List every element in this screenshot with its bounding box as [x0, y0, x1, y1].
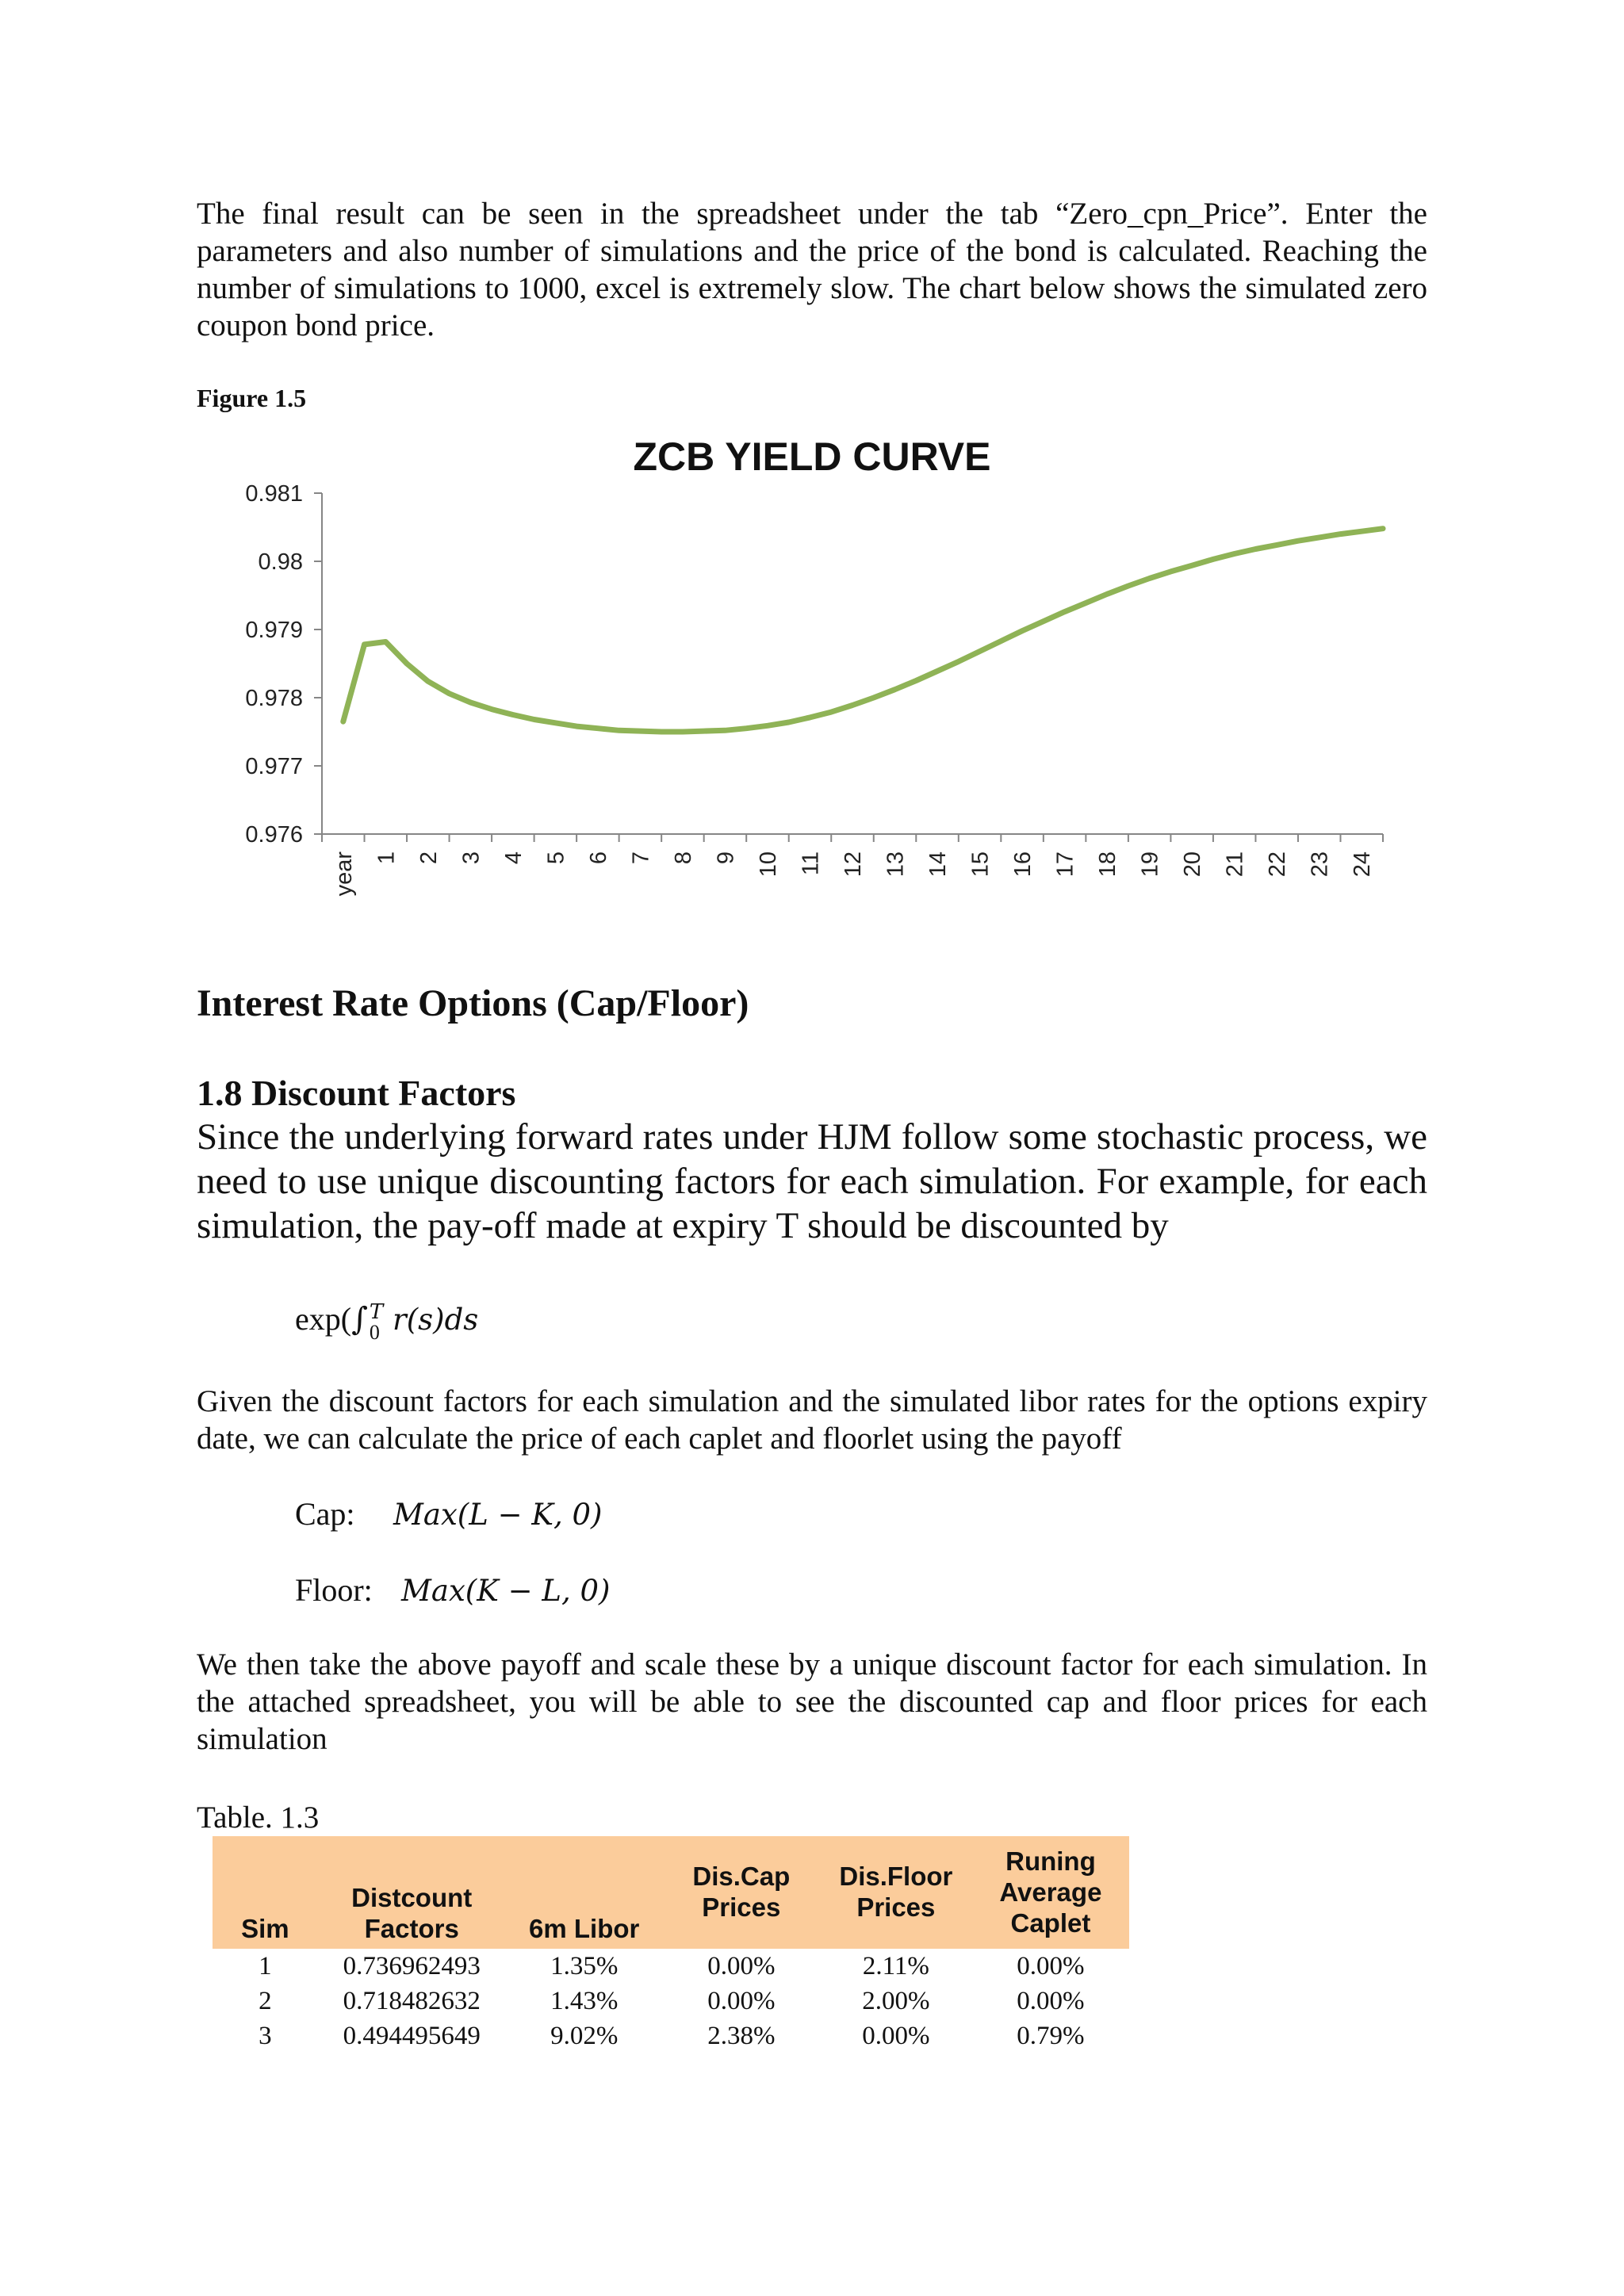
x-tick-label: 18 — [1095, 851, 1121, 878]
x-tick-label: 9 — [713, 851, 739, 865]
table-header-row — [213, 1836, 1129, 1949]
series-line — [343, 529, 1383, 732]
payoff-paragraph: Given the discount factors for each simulation and the simulated libor rates for the options expiry date, we can calculate the price of each caplet and floorlet using the payoff — [197, 1384, 1427, 1456]
header-discount-factors: Distcount Factors — [318, 1836, 506, 1949]
cell-discount-factor: 0.736962493 — [343, 1952, 481, 1980]
discount-formula — [295, 1300, 478, 1343]
simulation-table — [213, 1836, 1129, 2053]
x-tick-label: 7 — [628, 851, 654, 865]
x-tick-label: 19 — [1137, 851, 1163, 878]
x-tick-label: 2 — [416, 851, 442, 865]
floor-formula — [295, 1571, 610, 1609]
cell-discount-factor: 0.494495649 — [343, 2022, 481, 2050]
cap-formula — [295, 1495, 602, 1533]
header-sim: Sim — [213, 1836, 318, 1949]
table-row — [213, 2019, 1129, 2053]
header-running-average: Runing Average Caplet — [972, 1836, 1129, 1949]
x-tick-label: 3 — [458, 851, 485, 865]
x-tick-label: 24 — [1350, 851, 1376, 878]
x-tick-label: 14 — [925, 851, 952, 878]
x-tick-label: 1 — [373, 851, 400, 865]
floor-label: Floor: — [295, 1572, 373, 1608]
y-tick-label: 0.981 — [245, 481, 303, 507]
y-tick-label: 0.978 — [245, 686, 303, 711]
cap-expression: Max(L − K, 0) — [393, 1498, 603, 1532]
y-tick-label: 0.976 — [245, 822, 303, 848]
integral-body: r(s)ds — [383, 1303, 479, 1337]
integral-symbol: ∫ — [351, 1301, 368, 1337]
cell-floor-price: 0.00% — [862, 2022, 930, 2050]
formula-prefix: exp( — [295, 1301, 352, 1337]
x-tick-label: 10 — [755, 851, 781, 878]
cell-running-average: 0.79% — [1017, 2022, 1085, 2050]
x-tick-label: 8 — [670, 851, 696, 865]
y-tick-label: 0.979 — [245, 618, 303, 643]
x-tick-label: 21 — [1222, 851, 1248, 878]
cell-libor: 9.02% — [550, 2022, 619, 2050]
cell-cap-price: 2.38% — [707, 2022, 776, 2050]
cell-cap-price: 0.00% — [707, 1987, 776, 2015]
cap-label: Cap: — [295, 1496, 355, 1532]
x-tick-label: 11 — [798, 851, 824, 876]
x-tick-label: 4 — [500, 851, 527, 865]
cell-libor: 1.43% — [550, 1987, 619, 2015]
cell-cap-price: 0.00% — [707, 1952, 776, 1980]
discount-paragraph: Since the underlying forward rates under HJM follow some stochastic process, we need to use unique discounting factors for each simulation. For example, for each simulation, the pay-off made at expiry T should be discounted by — [197, 1116, 1427, 1246]
y-axis — [245, 481, 322, 848]
x-axis — [322, 834, 1383, 896]
table-row — [213, 1949, 1129, 1984]
integral-lower: 0 — [369, 1320, 380, 1344]
x-tick-label: 17 — [1052, 851, 1078, 878]
cell-running-average: 0.00% — [1017, 1987, 1085, 2015]
zcb-yield-curve-chart — [197, 428, 1402, 936]
x-tick-label: 5 — [543, 851, 569, 865]
y-tick-label: 0.98 — [258, 549, 303, 575]
x-tick-label: 16 — [1010, 851, 1036, 878]
chart-title: ZCB YIELD CURVE — [633, 434, 991, 479]
x-tick-label: 13 — [883, 851, 909, 878]
x-tick-label: 6 — [585, 851, 611, 865]
cell-running-average: 0.00% — [1017, 1952, 1085, 1980]
x-tick-label: 12 — [841, 851, 866, 878]
cell-sim: 1 — [259, 1952, 272, 1980]
figure-label: Figure 1.5 — [197, 384, 307, 412]
cell-discount-factor: 0.718482632 — [343, 1987, 481, 2015]
table-label: Table. 1.3 — [197, 1800, 320, 1835]
x-tick-label: 15 — [967, 851, 994, 878]
table-row — [213, 1984, 1129, 2019]
floor-expression: Max(K − L, 0) — [401, 1574, 611, 1608]
x-tick-label: 23 — [1307, 851, 1333, 878]
header-cap-prices: Dis.Cap Prices — [663, 1836, 820, 1949]
y-tick-label: 0.977 — [245, 754, 303, 779]
intro-paragraph: The final result can be seen in the spreadsheet under the tab “Zero_cpn_Price”. Enter the parameters and also number of simulations and the price of the bond is calculated. Reaching the number of simulations to 1000, excel is extremely slow. The chart below shows the simulated zero coupon bond price. — [197, 197, 1427, 342]
x-tick-label: 20 — [1180, 851, 1206, 878]
subsection-heading: 1.8 Discount Factors — [197, 1073, 516, 1113]
cell-sim: 2 — [259, 1987, 272, 2015]
cell-sim: 3 — [259, 2022, 272, 2050]
section-heading: Interest Rate Options (Cap/Floor) — [197, 982, 749, 1024]
cell-floor-price: 2.00% — [862, 1987, 930, 2015]
x-tick-label: 22 — [1265, 851, 1291, 878]
scale-paragraph: We then take the above payoff and scale these by a unique discount factor for each simulation. In the attached spreadsheet, you will be able to see the discounted cap and floor prices for each simulation — [197, 1647, 1427, 1756]
cell-floor-price: 2.11% — [862, 1952, 929, 1980]
integral-upper: T — [369, 1299, 384, 1324]
header-libor: 6m Libor — [506, 1836, 663, 1949]
x-tick-label: year — [331, 851, 357, 897]
cell-libor: 1.35% — [550, 1952, 619, 1980]
header-floor-prices: Dis.Floor Prices — [820, 1836, 972, 1949]
